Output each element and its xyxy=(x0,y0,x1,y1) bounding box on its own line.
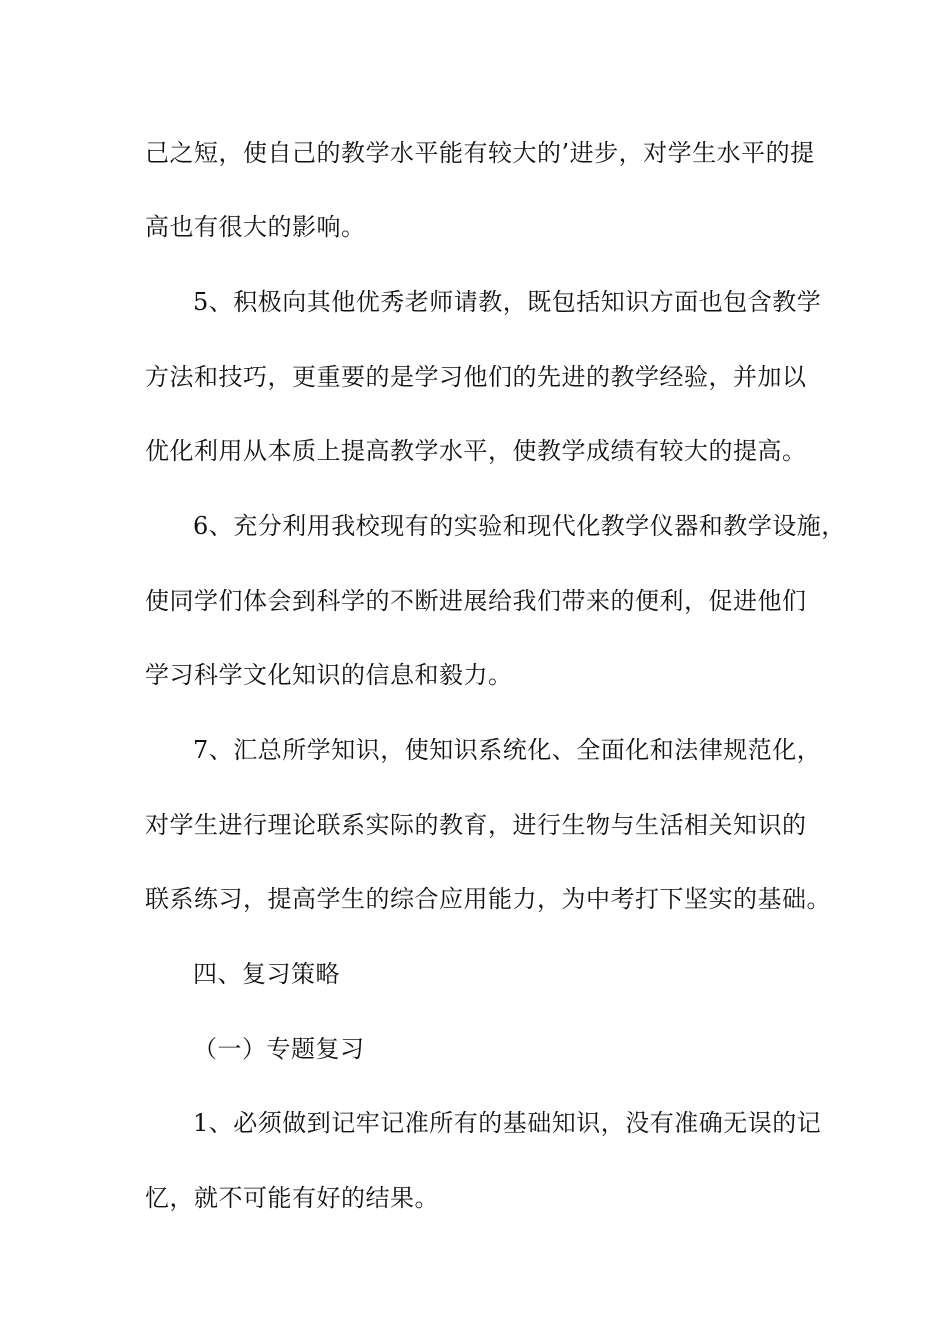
paragraph-line: 高也有很大的影响。 xyxy=(145,213,366,241)
paragraph-line: 6、充分利用我校现有的实验和现代化教学仪器和教学设施， xyxy=(193,512,846,540)
paragraph-line: 联系练习，提高学生的综合应用能力，为中考打下坚实的基础。 xyxy=(145,885,831,913)
paragraph-line: 5、积极向其他优秀老师请教，既包括知识方面也包含教学 xyxy=(193,288,822,316)
section-heading: 四、复习策略 xyxy=(193,960,340,988)
paragraph-line: 学习科学文化知识的信息和毅力。 xyxy=(145,661,513,689)
subsection-heading: （一）专题复习 xyxy=(193,1035,365,1063)
paragraph-line: 忆，就不可能有好的结果。 xyxy=(145,1184,439,1212)
paragraph-line: 己之短，使自己的教学水平能有较大的’进步，对学生水平的提 xyxy=(145,139,815,167)
paragraph-line: 使同学们体会到科学的不断进展给我们带来的便利，促进他们 xyxy=(145,587,807,615)
paragraph-line: 对学生进行理论联系实际的教育，进行生物与生活相关知识的 xyxy=(145,811,807,839)
paragraph-line: 1、必须做到记牢记准所有的基础知识，没有准确无误的记 xyxy=(193,1109,822,1137)
paragraph-line: 7、汇总所学知识，使知识系统化、全面化和法律规范化， xyxy=(193,736,822,764)
paragraph-line: 方法和技巧，更重要的是学习他们的先进的教学经验，并加以 xyxy=(145,363,807,391)
paragraph-line: 优化利用从本质上提高教学水平，使教学成绩有较大的提高。 xyxy=(145,437,807,465)
